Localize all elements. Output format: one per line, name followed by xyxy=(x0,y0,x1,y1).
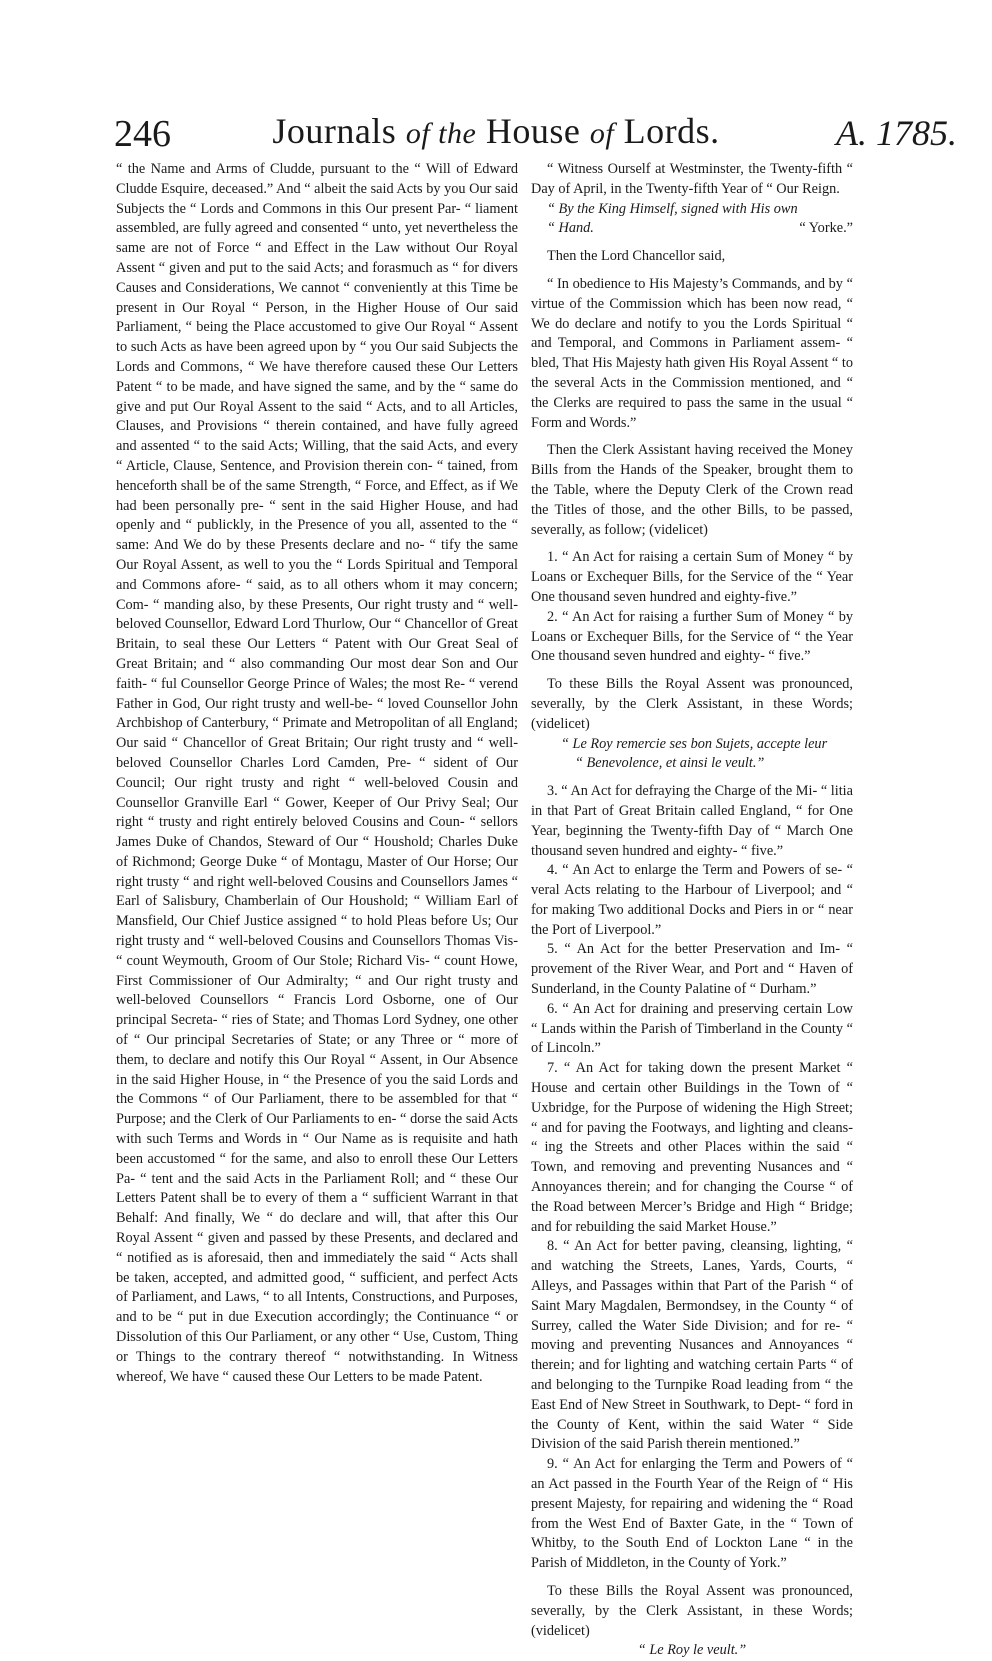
year-mark: A. 1785. xyxy=(836,113,957,153)
act-item: 3. “ An Act for defraying the Charge of the Mi- “ litia in that Part of Great Britain called England, “ for One Year, beginning the Twenty-fifth Day of “ March One thousand seven hundred and eighty- “ five.” xyxy=(531,783,853,859)
right-column xyxy=(531,160,853,1661)
witness-clause: “ Witness Ourself at Westminster, the Twenty-fifth “ Day of April, in the Twenty-fifth Year of “ Our Reign. xyxy=(531,161,853,197)
signature-line-2 xyxy=(531,219,853,239)
signature-hand: “ Hand. xyxy=(547,220,594,237)
letters-patent-text: “ the Name and Arms of Cludde, pursuant to the “ Will of Edward Cludde Esquire, deceased.” And “ albeit the said Acts by you Our said Subjects the “ Lords and Commons in this Our present Par- “ liament assembled, are fully agreed and consented “ unto, yet nevertheless the same are not of Force “ and Effect in the Law without Our Royal Assent “ given and put to the said Acts; and forasmuch as “ for divers Causes and Considerations, We cannot “ conveniently at this Time be present in Our Royal “ Person, in the Higher House of Our said Parliament, “ being the Place accustomed to give Our Royal “ Assent to such Acts as have been agreed upon by “ you Our said Subjects the Lords and Commons, “ We have therefore caused these Our Letters Patent “ to be made, and have signed the same, and by the “ same do give and put Our Royal Assent to the said “ Acts, and to all Articles, Clauses, and Provisions “ therein contained, and have fully agreed and assented “ to the said Acts; Willing, that the said Acts, and every “ Article, Clause, Sentence, and Provision therein con- “ tained, from henceforth shall be of the same Strength, “ Force, and Effect, as if We had been personally pre- “ sent in the said Higher House, and had openly and “ publickly, in the Presence of you all, assented to the “ same: And We do by these Presents declare and no- “ tify the same Our Royal Assent, as well to you the “ Lords Spiritual and Temporal and Commons afore- “ said, as to all others whom it may concern; Com- “ manding also, by these Presents, Our right trusty and “ well-beloved Counsellor, Edward Lord Thurlow, Our “ Chancellor of Great Britain, to seal these Our Letters “ Patent with Our Great Seal of Great Britain; and “ also commanding Our most dear Son and Our faith- “ ful Counsellor George Prince of Wales; the most Re- “ verend Father in God, Our right trusty and well-be- “ loved Counsellor John Archbishop of Canterbury, “ Primate and Metropolitan of all England; Our said “ Chancellor of Great Britain; Our right trusty and “ well-beloved Counsellor Charles Lord Camden, Pre- “ sident of Our Council; Our right trusty and right “ well-beloved Cousin and Counsellor Granville Earl “ Gower, Keeper of Our Privy Seal; Our right “ trusty and right entirely beloved Cousins and Coun- “ sellors James Duke of Chandos, Steward of Our “ Houshold; Charles Duke of Richmond; George Duke “ of Montagu, Master of Our Horse; Our right trusty “ and right well-beloved Cousins and Counsellors James “ Earl of Salisbury, Chamberlain of Our Houshold; “ William Earl of Mansfield, Our Chief Justice assigned “ to hold Pleas before Us; Our right trusty and “ well-beloved Cousins and Counsellors Thomas Vis- “ count Weymouth, Groom of Our Stole; Richard Vis- “ count Howe, First Commissioner of Our Admiralty; “ and Our right trusty and well-beloved Counsellors “ Francis Lord Osborne, one of Our principal Secreta- “ ries of State; and Thomas Lord Sydney, one other of “ Our principal Secretaries of State; or any Three or “ more of them, to declare and notify this Our Royal “ Assent, in Our Absence in the said Higher House, in “ the Presence of you the said Lords and the Commons “ of Our Parliament, there to be assembled for that “ Purpose; and the Clerk of Our Parliaments to en- “ dorse the said Acts with such Terms and Words in “ Our Name as is requisite and hath been accustomed “ for the same, and also to enroll these Our Letters Pa- “ tent and the said Acts in the Parliament Roll; and “ these Our Letters Patent shall be to every of them a “ sufficient Warrant in that Behalf: And finally, We “ do declare and will, that after this Our Royal Assent “ given and passed by these Presents, and declared and “ notified as is aforesaid, then and immediately the said “ Acts shall be taken, accepted, and admitted good, “ sufficient, and perfect Acts of Parliament, and Laws, “ to all Intents, Constructions, and Purposes, and to be “ put in due Execution accordingly; the Continuance “ or Dissolution of this Our Parliament, or any other “ Use, Custom, Thing or Things to the contrary thereof “ notwithstanding. In Witness whereof, We have “ caused these Our Letters to be made Patent. xyxy=(116,161,519,1385)
clerk-paragraph: Then the Clerk Assistant having received the Money Bills from the Hands of the Speaker, brought them to the Table, where the Deputy Clerk of the Crown read the Titles of those, and the other Bills, to be passed, severally, as follow; (videlicet) xyxy=(531,442,853,538)
act-item: 2. “ An Act for raising a further Sum of Money “ by Loans or Exchequer Bills, for the Service of “ the Year One thousand seven hundred and eighty- “ five.” xyxy=(531,608,853,665)
act-item: 6. “ An Act for draining and preserving certain Low “ Lands within the Parish of Timberland in the County “ of Lincoln.” xyxy=(531,1000,853,1057)
chancellor-said: Then the Lord Chancellor said, xyxy=(547,248,726,265)
assent-formula-line-1: “ Le Roy remercie ses bon Sujets, accepte leur xyxy=(561,735,828,752)
act-item: 9. “ An Act for enlarging the Term and Powers of “ an Act passed in the Fourth Year of the Reign of “ His present Majesty, for repairing and widening the “ Road from the West End of Baxter Gate, in the “ Town of Whitby, to the South End of Lockton Lane “ in the Parish of Middleton, in the County of York.” xyxy=(531,1456,853,1572)
royal-assent-paragraph: To these Bills the Royal Assent was pronounced, severally, by the Clerk Assistant, in these Words; (videlicet) xyxy=(531,676,853,732)
title-of: of xyxy=(589,117,615,150)
signature-line-1: “ By the King Himself, signed with His own xyxy=(547,200,798,217)
act-item: 4. “ An Act to enlarge the Term and Powers of se- “ veral Acts relating to the Harbour of Liverpool; and “ for making Two additional Docks and Piers in or “ near the Port of Liverpool.” xyxy=(531,862,853,938)
act-item: 7. “ An Act for taking down the present Market “ House and certain other Buildings in the Town of “ Uxbridge, for the Purpose of widening the High Street; “ and for paving the Footways, and lighting and cleans- “ ing the Streets and other Places within the said “ Town, and removing and preventing Nusances and “ Annoyances therein; and for changing the Course “ of the Road between Mercer’s Bridge and High “ Bridge; and for rebuilding the said Market House.” xyxy=(531,1060,853,1235)
title-of-the: of the xyxy=(405,117,477,150)
title-lords: Lords. xyxy=(623,111,720,151)
title-journals: Journals xyxy=(272,111,397,151)
act-item: 5. “ An Act for the better Preservation and Im- “ provement of the River Wear, and Port and “ Haven of Sunderland, in the County Palatine of “ Durham.” xyxy=(531,941,853,998)
act-item: 8. “ An Act for better paving, cleansing, lighting, “ and watching the Streets, Lanes, Yards, Courts, “ Alleys, and Passages within that Part of the Parish “ of Saint Mary Magdalen, Bermondsey, in the County “ of Surrey, called the Water Side Division; and for re- “ moving and preventing Nusances and Annoyances “ therein; and for lighting and watching certain Parts “ of and belonging to the Turnpike Road leading from “ the East End of New Street in Southwark, to Dept- “ ford in the County of Kent, within the said Water “ Side Division of the said Parish therein mentioned.” xyxy=(531,1238,853,1453)
act-item: 1. “ An Act for raising a certain Sum of Money “ by Loans or Exchequer Bills, for the Service of the “ Year One thousand seven hundred and eighty-five.” xyxy=(531,549,853,605)
page-number: 246 xyxy=(114,113,171,155)
royal-assent-paragraph: To these Bills the Royal Assent was pronounced, severally, by the Clerk Assistant, in these Words; (videlicet) xyxy=(531,1582,853,1639)
signature-yorke: “ Yorke.” xyxy=(799,220,853,237)
assent-formula-line-2: “ Benevolence, et ainsi le veult.” xyxy=(575,755,765,772)
chancellor-speech: “ In obedience to His Majesty’s Commands, and by “ virtue of the Commission which has been now read, “ We do declare and notify to you the Lords Spiritual “ and Temporal, and Commons in Parliament assem- “ bled, That His Majesty hath given His Royal Assent “ to the several Acts in the Commission mentioned, and “ the Clerks are required to pass the same in the usual “ Form and Words.” xyxy=(531,275,853,431)
title-house: House xyxy=(485,111,581,151)
page-header xyxy=(0,108,992,158)
left-column xyxy=(116,160,518,1387)
assent-formula: “ Le Roy le veult.” xyxy=(637,1642,747,1659)
